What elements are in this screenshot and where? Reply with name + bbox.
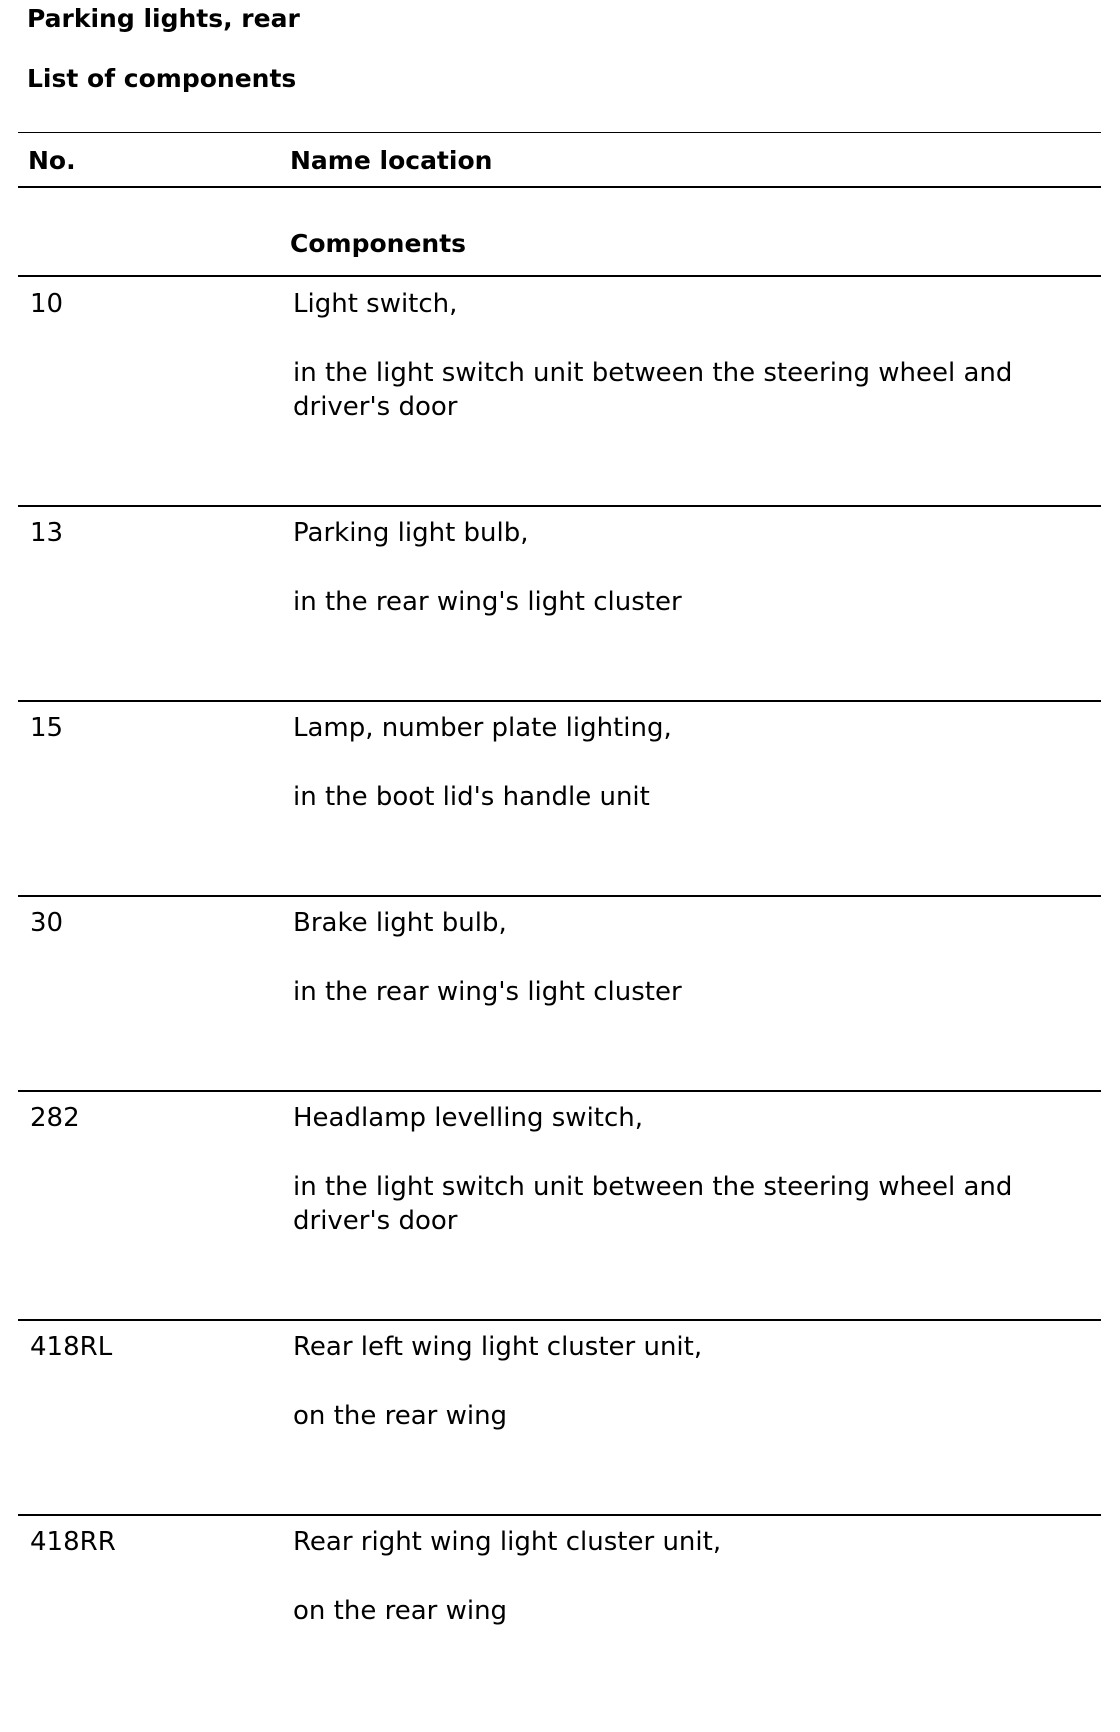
component-name: Rear right wing light cluster unit,	[293, 1527, 722, 1557]
component-number: 15	[30, 713, 64, 743]
section-subtitle: List of components	[27, 64, 297, 93]
row-divider	[18, 1319, 1101, 1321]
component-name: Brake light bulb,	[293, 908, 507, 938]
page-title: Parking lights, rear	[27, 4, 300, 33]
components-section-label: Components	[290, 229, 467, 258]
component-location: in the rear wing's light cluster	[293, 587, 682, 617]
row-divider	[18, 895, 1101, 897]
component-name: Light switch,	[293, 289, 458, 319]
component-location: in the light switch unit between the steering wheel and driver's door	[293, 358, 1013, 422]
component-name: Headlamp levelling switch,	[293, 1103, 644, 1133]
component-number: 30	[30, 908, 64, 938]
component-name: Parking light bulb,	[293, 518, 529, 548]
component-location: on the rear wing	[293, 1401, 508, 1431]
component-number: 10	[30, 289, 64, 319]
component-number: 418RL	[30, 1332, 113, 1362]
component-location: in the light switch unit between the steering wheel and driver's door	[293, 1172, 1013, 1236]
component-location: on the rear wing	[293, 1596, 508, 1626]
component-name: Lamp, number plate lighting,	[293, 713, 672, 743]
row-divider	[18, 700, 1101, 702]
component-location: in the boot lid's handle unit	[293, 782, 650, 812]
component-name: Rear left wing light cluster unit,	[293, 1332, 703, 1362]
row-divider	[18, 1090, 1101, 1092]
column-header-number: No.	[28, 146, 76, 175]
component-number: 13	[30, 518, 64, 548]
component-number: 282	[30, 1103, 80, 1133]
row-divider	[18, 505, 1101, 507]
row-divider	[18, 1514, 1101, 1516]
component-number: 418RR	[30, 1527, 116, 1557]
table-top-rule	[18, 132, 1101, 133]
header-bottom-rule	[18, 186, 1101, 188]
component-location: in the rear wing's light cluster	[293, 977, 682, 1007]
column-header-name-location: Name location	[290, 146, 493, 175]
row-divider	[18, 275, 1101, 277]
